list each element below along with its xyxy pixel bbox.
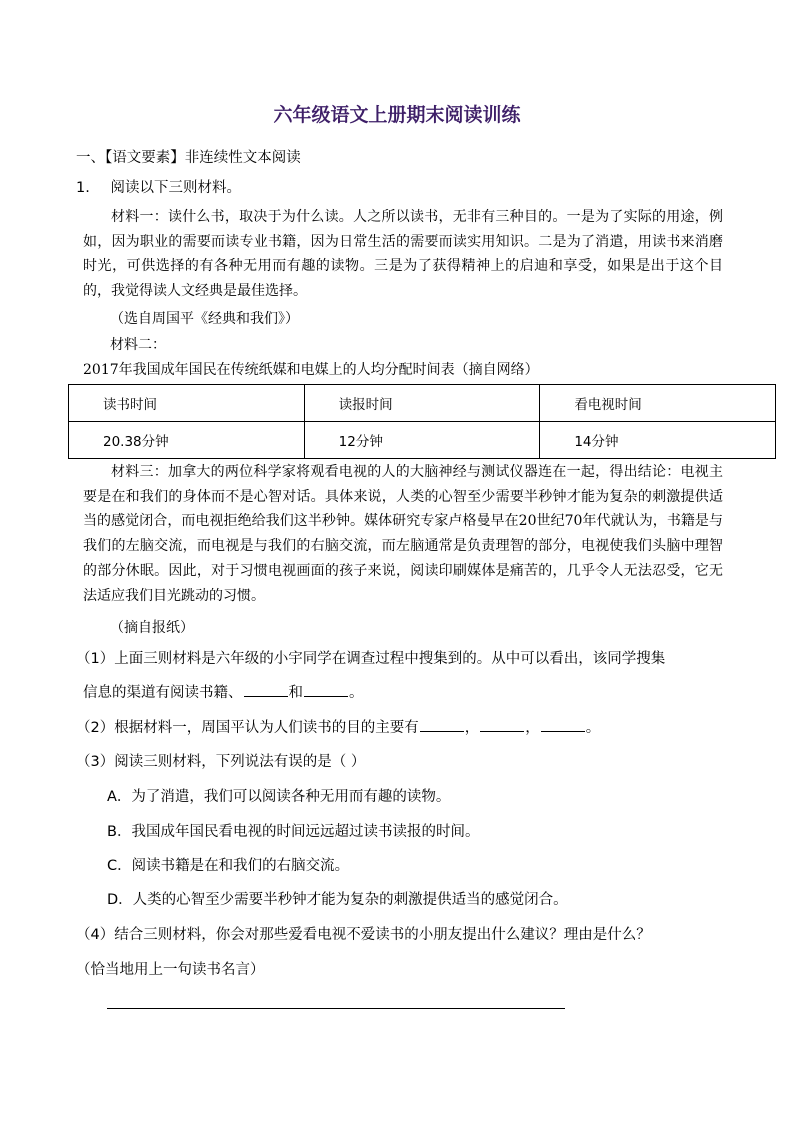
- question-intro: 阅读以下三则材料。: [110, 180, 241, 196]
- material-three-text: 材料三：加拿大的两位科学家将观看电视的人的大脑神经与测试仪器连在一起，得出结论：电视主要是在和我们的身体而不是心智对话。具体来说，人类的心智至少需要半秒钟才能为复杂的刺激提供适当的感觉闭合，而电视拒绝给我们这半秒钟。媒体研究专家卢格曼早在20世纪70年代就认为，书籍是与我们的左脑交流，而电视是与我们的右脑交流，而左脑通常是负责理智的部分，电视使我们头脑中理智的部分休眠。因此，对于习惯电视画面的孩子来说，阅读印刷媒体是痛苦的，几乎令人无法忍受，它无法适应我们目光跳动的习惯。: [83, 464, 723, 604]
- answer-blank[interactable]: [480, 717, 524, 732]
- question-3: （3）阅读三则材料，下列说法有误的是（ ）: [76, 754, 366, 770]
- material-one-source: （选自周国平《经典和我们》）: [110, 311, 299, 327]
- table-cell: 12分钟: [304, 422, 540, 459]
- question-number: 1.: [76, 180, 90, 196]
- question-1-line-2: 信息的渠道有阅读书籍、 和 。: [83, 681, 364, 702]
- question-header: [76, 176, 241, 197]
- option-d[interactable]: D．人类的心智至少需要半秒钟才能为复杂的刺激提供适当的感觉闭合。: [107, 892, 568, 908]
- table-cell: 14分钟: [540, 422, 776, 459]
- material-one-text: 材料一：读什么书，取决于为什么读。人之所以读书，无非有三种目的。一是为了实际的用途，例如，因为职业的需要而读专业书籍，因为日常生活的需要而读实用知识。二是为了消遣，用读书来消磨时光，可供选择的有各种无用而有趣的读物。三是为了获得精神上的启迪和享受，如果是出于这个目的，我觉得读人文经典是最佳选择。: [83, 209, 723, 300]
- table-header-cell: 读书时间: [69, 385, 305, 422]
- table-header-cell: 看电视时间: [540, 385, 776, 422]
- table-row: [69, 422, 776, 459]
- answer-line[interactable]: [107, 1008, 565, 1009]
- answer-blank[interactable]: [541, 717, 585, 732]
- question-4-line-1: （4）结合三则材料，你会对那些爱看电视不爱读书的小朋友提出什么建议？理由是什么？: [76, 927, 651, 943]
- option-a[interactable]: A．为了消遣，我们可以阅读各种无用而有趣的读物。: [107, 789, 451, 805]
- answer-blank[interactable]: [420, 717, 464, 732]
- material-two-label: 材料二：: [110, 337, 166, 353]
- material-two-caption: 2017年我国成年国民在传统纸媒和电媒上的人均分配时间表（摘自网络）: [83, 362, 539, 378]
- answer-blank[interactable]: [244, 682, 288, 697]
- page-title: 六年级语文上册期末阅读训练: [273, 104, 521, 126]
- question-2: （2）根据材料一，周国平认为人们读书的目的主要有 ， ， 。: [76, 716, 600, 737]
- table-header-cell: 读报时间: [304, 385, 540, 422]
- answer-blank[interactable]: [304, 682, 348, 697]
- reading-time-table: [68, 384, 776, 459]
- table-header-row: [69, 385, 776, 422]
- material-three-source: （摘自报纸）: [110, 620, 194, 636]
- question-1-line-1: （1）上面三则材料是六年级的小宇同学在调查过程中搜集到的。从中可以看出，该同学搜集: [76, 651, 666, 667]
- section-heading: 一、【语文要素】非连续性文本阅读: [76, 150, 301, 166]
- option-b[interactable]: B．我国成年国民看电视的时间远远超过读书读报的时间。: [107, 824, 480, 840]
- table-cell: 20.38分钟: [69, 422, 305, 459]
- question-4-line-2: （恰当地用上一句读书名言）: [76, 962, 265, 978]
- option-c[interactable]: C．阅读书籍是在和我们的右脑交流。: [107, 858, 350, 874]
